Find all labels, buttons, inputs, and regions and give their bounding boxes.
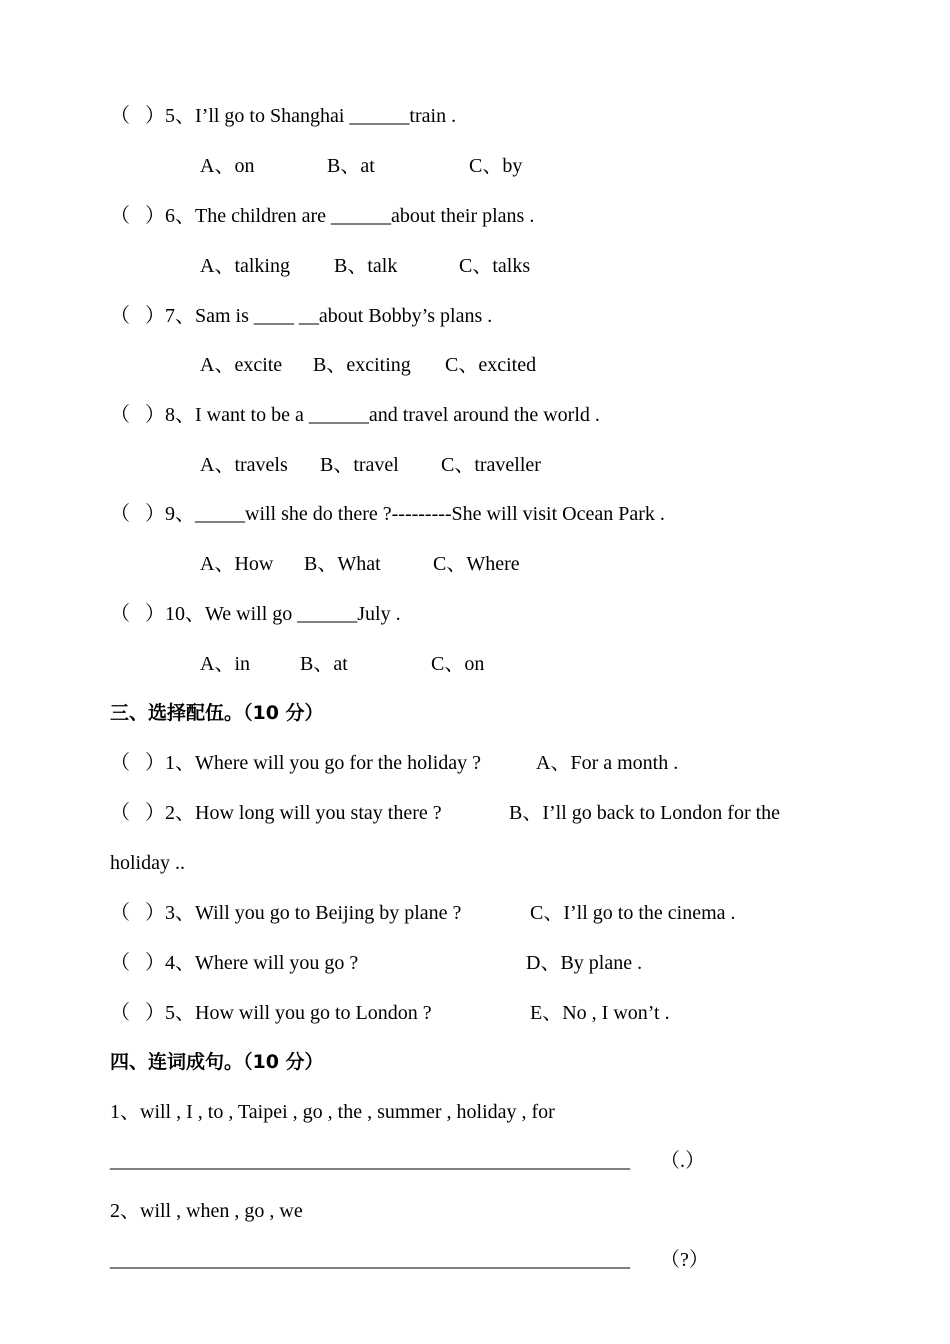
option-c: C、talks [459,255,531,277]
option-c: C、on [431,653,485,675]
matching-answer: A、For a month . [536,752,679,774]
matching-answer: D、By plane . [526,952,643,974]
section-heading: 三、选择配伍。（10 分） [110,702,324,724]
option-a: A、on [200,155,255,177]
option-c: C、traveller [441,454,541,476]
word-list: 2、will , when , go , we [110,1200,303,1222]
question-stem: （ ）6、The children are ______about their plans . [110,205,535,227]
option-b: B、What [304,553,381,575]
matching-question: （ ）4、Where will you go ? [110,952,359,974]
matching-question: （ ）3、Will you go to Beijing by plane ? [110,902,462,924]
option-a: A、travels [200,454,288,476]
matching-answer: B、I’ll go back to London for the [509,802,781,824]
question-stem: （ ）8、I want to be a ______and travel around the world . [110,404,600,426]
end-punctuation: （?） [660,1249,709,1271]
option-b: B、at [327,155,375,177]
word-list: 1、will , I , to , Taipei , go , the , summer , holiday , for [110,1101,555,1123]
option-b: B、at [300,653,348,675]
option-a: A、How [200,553,274,575]
option-c: C、Where [433,553,520,575]
option-c: C、excited [445,354,537,376]
option-a: A、excite [200,354,283,376]
answer-line[interactable]: ____________________________________________________ [110,1249,630,1271]
option-a: A、talking [200,255,290,277]
option-b: B、exciting [313,354,411,376]
option-b: B、talk [334,255,398,277]
matching-answer: E、No , I won’t . [530,1002,670,1024]
option-a: A、in [200,653,250,675]
matching-answer: C、I’ll go to the cinema . [530,902,736,924]
end-punctuation: （.） [660,1150,705,1172]
option-c: C、by [469,155,523,177]
question-stem: （ ）5、I’ll go to Shanghai ______train . [110,105,457,127]
matching-question: （ ）2、How long will you stay there ? [110,802,442,824]
section-heading: 四、连词成句。（10 分） [110,1051,324,1073]
matching-question: （ ）5、How will you go to London ? [110,1002,432,1024]
question-stem: （ ）10、We will go ______July . [110,603,401,625]
question-stem: （ ）7、Sam is ____ __about Bobby’s plans . [110,305,493,327]
matching-question: （ ）1、Where will you go for the holiday ? [110,752,482,774]
answer-line[interactable]: ____________________________________________________ [110,1150,630,1172]
question-stem: （ ）9、_____will she do there ?---------She will visit Ocean Park . [110,503,665,525]
matching-continuation: holiday .. [110,852,185,874]
option-b: B、travel [320,454,399,476]
